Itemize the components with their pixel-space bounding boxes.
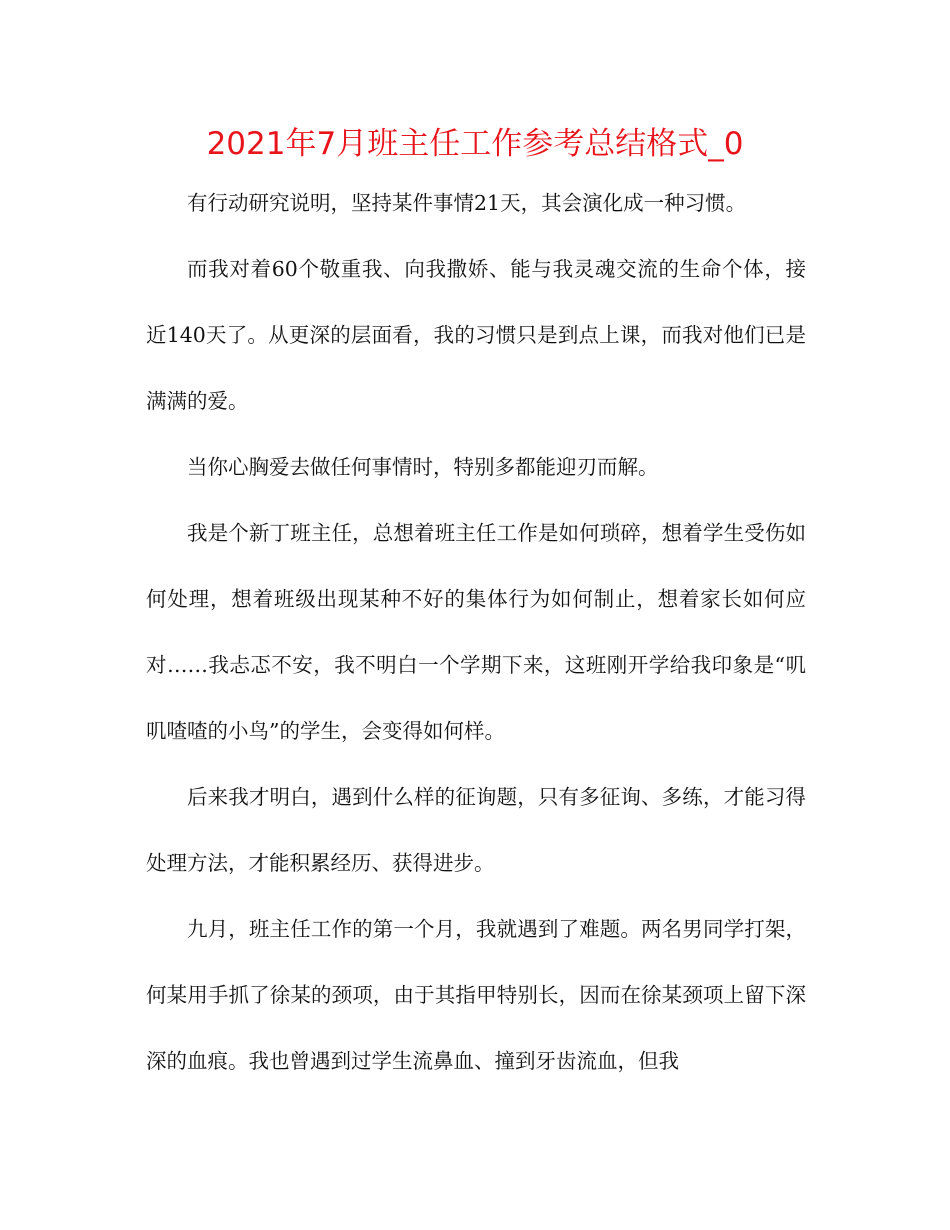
- paragraph-3: 当你心胸爱去做任何事情时，特别多都能迎刃而解。: [187, 455, 659, 479]
- paragraph-5: 后来我才明白，遇到什么样的征询题，只有多征询、多练，才能习得处理方法，才能积累经历、获得进步。: [146, 785, 806, 875]
- paragraph-2: 而我对着60个敬重我、向我撒娇、能与我灵魂交流的生命个体，接近140天了。从更深的层面看，我的习惯只是到点上课，而我对他们已是满满的爱。: [146, 257, 806, 413]
- paragraph-6: 九月，班主任工作的第一个月，我就遇到了难题。两名男同学打架，何某用手抓了徐某的颈项，由于其指甲特别长，因而在徐某颈项上留下深深的血痕。我也曾遇到过学生流鼻血、撞到牙齿流血，但我: [146, 917, 806, 1073]
- paragraph-4: 我是个新丁班主任，总想着班主任工作是如何琐碎，想着学生受伤如何处理，想着班级出现某种不好的集体行为如何制止，想着家长如何应对……我忐忑不安，我不明白一个学期下来，这班刚开学给我印象是“叽叽喳喳的小鸟”的学生，会变得如何样。: [146, 521, 806, 743]
- document-title: 2021年7月班主任工作参考总结格式_0: [206, 126, 744, 162]
- paragraph-1: 有行动研究说明，坚持某件事情21天，其会演化成一种习惯。: [187, 191, 747, 215]
- document-body: [146, 170, 806, 1094]
